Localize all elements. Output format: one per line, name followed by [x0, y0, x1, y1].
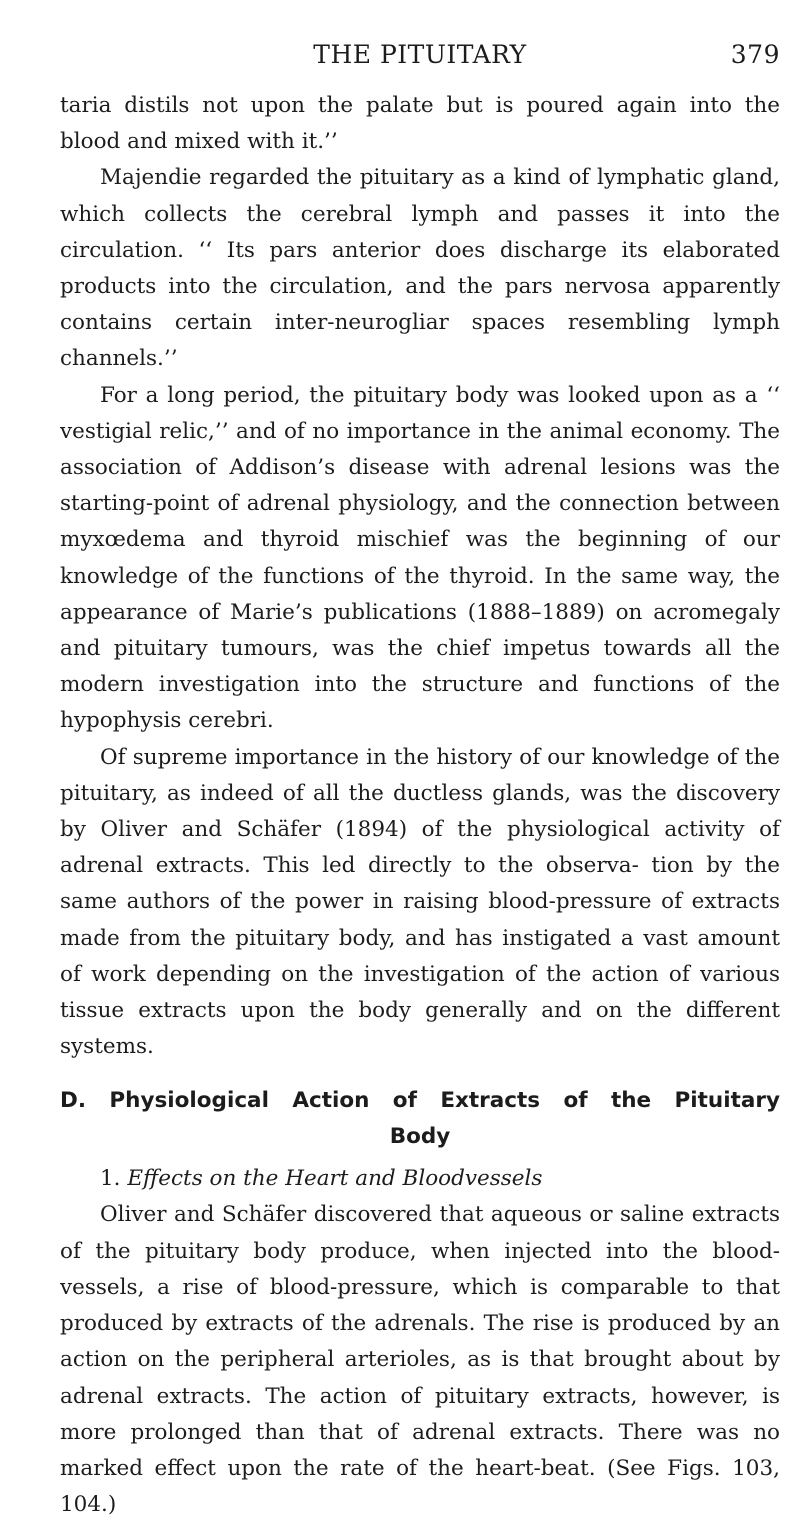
- paragraph-majendie: Majendie regarded the pituitary as a kind of lymphatic gland, which collects the cerebral lymph and passes it into the circulation. ‘‘ Its pars anterior does discharge its elaborated products into the circulation, and the pars nervosa apparently contains certain inter-neurogliar spaces resembling lymph channels.’’: [60, 165, 780, 372]
- book-page: [60, 40, 780, 1523]
- subsection-number: 1.: [100, 1166, 121, 1192]
- paragraph-continued: taria distils not upon the palate but is poured again into the blood and mixed with it.’’: [60, 93, 780, 155]
- section-heading: [60, 1083, 780, 1155]
- page-number: 379: [730, 40, 780, 69]
- section-heading-line2: Body: [389, 1124, 451, 1150]
- paragraph-oliver-schafer: Oliver and Schäfer discovered that aqueous or saline extracts of the pituitary body produce, when injected into the blood- vessels, a rise of blood-pressure, which is comparable to that produced by extracts of the adrenals. The rise is produced by an action on the peripheral arterioles, as is that brought about by adrenal extracts. The action of pituitary extracts, however, is more prolonged than that of adrenal extracts. There was no marked effect upon the rate of the heart-beat. (See Figs. 103, 104.): [60, 1202, 780, 1518]
- running-title: THE PITUITARY: [313, 40, 527, 69]
- paragraph-adrenal-extracts: Of supreme importance in the history of our knowledge of the pituitary, as indeed of all the ductless glands, was the discovery by Oliver and Schäfer (1894) of the physiological activity of adrenal extracts. This led directly to the observa- tion by the same authors of the power in raising blood-pressure of extracts made from the pituitary body, and has instigated a vast amount of work depending on the investigation of the action of various tissue extracts upon the body generally and on the different systems.: [60, 744, 780, 1060]
- paragraph-vestigial-relic: For a long period, the pituitary body was looked upon as a ‘‘ vestigial relic,’’ and of no importance in the animal economy. The association of Addison’s disease with adrenal lesions was the starting-point of adrenal physiology, and the connection between myxœdema and thyroid mischief was the beginning of our knowledge of the functions of the thyroid. In the same way, the appearance of Marie’s publications (1888–1889) on acromegaly and pituitary tumours, was the chief impetus towards all the modern investigation into the structure and functions of the hypophysis cerebri.: [60, 382, 780, 734]
- subsection-title: Effects on the Heart and Bloodvessels: [127, 1166, 543, 1192]
- running-head: [60, 40, 780, 80]
- subsection-heading: [60, 1161, 780, 1197]
- section-heading-line1: D. Physiological Action of Extracts of the Pituitary: [60, 1088, 780, 1114]
- body-text: [60, 88, 780, 1523]
